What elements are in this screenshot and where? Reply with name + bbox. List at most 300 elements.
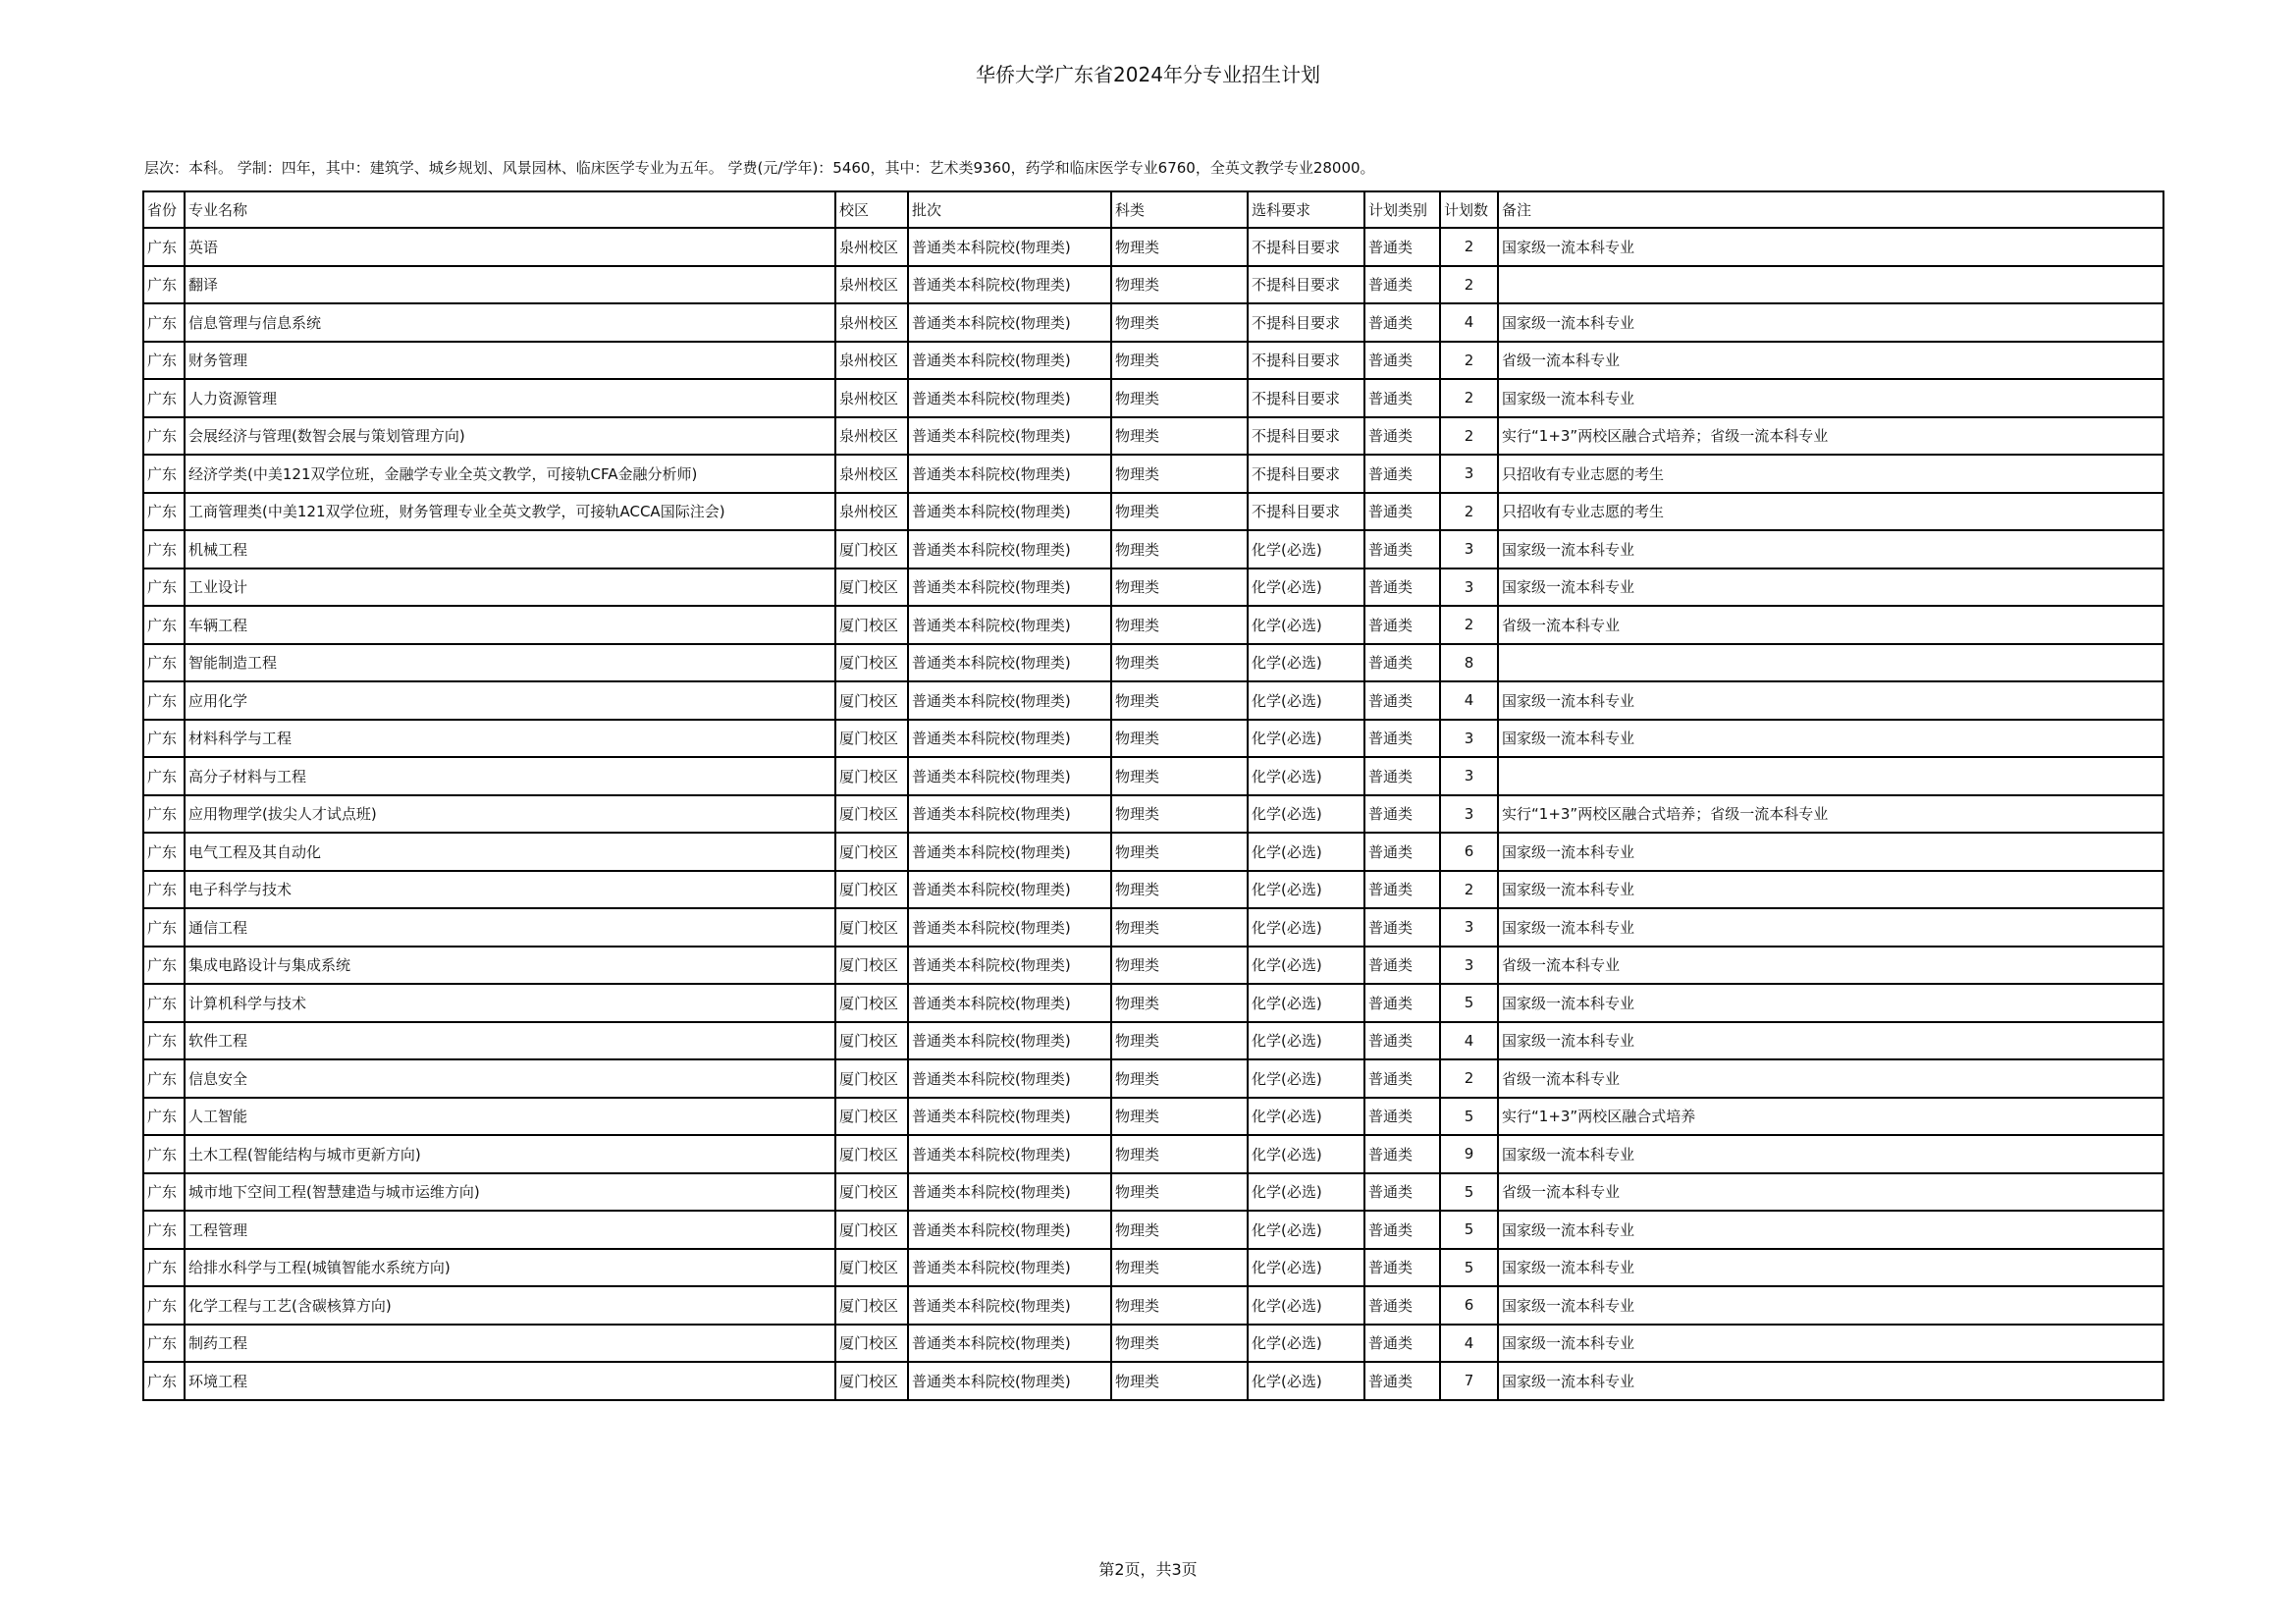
cell-campus: 厦门校区 xyxy=(835,1059,908,1098)
cell-subject-requirement: 化学(必选) xyxy=(1248,1325,1364,1363)
cell-category: 物理类 xyxy=(1111,1022,1248,1060)
cell-remarks: 国家级一流本科专业 xyxy=(1498,228,2163,266)
cell-remarks: 国家级一流本科专业 xyxy=(1498,871,2163,909)
cell-remarks: 国家级一流本科专业 xyxy=(1498,1249,2163,1287)
cell-major: 通信工程 xyxy=(185,908,835,947)
cell-plan-type: 普通类 xyxy=(1364,1286,1440,1325)
cell-subject-requirement: 化学(必选) xyxy=(1248,606,1364,644)
cell-campus: 泉州校区 xyxy=(835,228,908,266)
cell-batch: 普通类本科院校(物理类) xyxy=(908,493,1111,531)
cell-subject-requirement: 不提科目要求 xyxy=(1248,455,1364,493)
cell-remarks: 只招收有专业志愿的考生 xyxy=(1498,455,2163,493)
cell-batch: 普通类本科院校(物理类) xyxy=(908,908,1111,947)
table-row xyxy=(143,530,2163,568)
header-major: 专业名称 xyxy=(185,191,835,228)
cell-campus: 厦门校区 xyxy=(835,871,908,909)
table-row xyxy=(143,908,2163,947)
cell-major: 会展经济与管理(数智会展与策划管理方向) xyxy=(185,417,835,456)
table-row xyxy=(143,1098,2163,1136)
cell-plan-type: 普通类 xyxy=(1364,342,1440,380)
cell-plan-type: 普通类 xyxy=(1364,795,1440,834)
cell-remarks: 国家级一流本科专业 xyxy=(1498,1135,2163,1173)
cell-subject-requirement: 化学(必选) xyxy=(1248,1098,1364,1136)
cell-province: 广东 xyxy=(143,1135,185,1173)
cell-category: 物理类 xyxy=(1111,266,1248,304)
cell-remarks xyxy=(1498,644,2163,682)
cell-province: 广东 xyxy=(143,908,185,947)
cell-plan-count: 2 xyxy=(1440,342,1498,380)
cell-batch: 普通类本科院校(物理类) xyxy=(908,1211,1111,1249)
cell-subject-requirement: 化学(必选) xyxy=(1248,833,1364,871)
cell-major: 计算机科学与技术 xyxy=(185,984,835,1022)
table-row xyxy=(143,1325,2163,1363)
table-row xyxy=(143,228,2163,266)
cell-category: 物理类 xyxy=(1111,644,1248,682)
cell-batch: 普通类本科院校(物理类) xyxy=(908,530,1111,568)
cell-major: 智能制造工程 xyxy=(185,644,835,682)
cell-major: 化学工程与工艺(含碳核算方向) xyxy=(185,1286,835,1325)
cell-major: 给排水科学与工程(城镇智能水系统方向) xyxy=(185,1249,835,1287)
cell-campus: 厦门校区 xyxy=(835,1098,908,1136)
cell-subject-requirement: 化学(必选) xyxy=(1248,1211,1364,1249)
table-row xyxy=(143,1135,2163,1173)
cell-plan-count: 4 xyxy=(1440,303,1498,342)
cell-major: 工程管理 xyxy=(185,1211,835,1249)
cell-plan-count: 3 xyxy=(1440,455,1498,493)
cell-batch: 普通类本科院校(物理类) xyxy=(908,833,1111,871)
cell-major: 车辆工程 xyxy=(185,606,835,644)
cell-province: 广东 xyxy=(143,530,185,568)
cell-province: 广东 xyxy=(143,379,185,417)
table-row xyxy=(143,871,2163,909)
cell-campus: 厦门校区 xyxy=(835,568,908,607)
table-row xyxy=(143,417,2163,456)
page-title: 华侨大学广东省2024年分专业招生计划 xyxy=(976,63,1320,86)
cell-remarks: 国家级一流本科专业 xyxy=(1498,833,2163,871)
cell-batch: 普通类本科院校(物理类) xyxy=(908,1249,1111,1287)
cell-plan-count: 3 xyxy=(1440,530,1498,568)
cell-plan-count: 3 xyxy=(1440,947,1498,985)
cell-plan-type: 普通类 xyxy=(1364,417,1440,456)
cell-category: 物理类 xyxy=(1111,984,1248,1022)
cell-plan-count: 3 xyxy=(1440,720,1498,758)
cell-remarks: 省级一流本科专业 xyxy=(1498,1059,2163,1098)
cell-category: 物理类 xyxy=(1111,606,1248,644)
cell-plan-type: 普通类 xyxy=(1364,455,1440,493)
cell-major: 应用化学 xyxy=(185,681,835,720)
cell-campus: 厦门校区 xyxy=(835,1135,908,1173)
cell-batch: 普通类本科院校(物理类) xyxy=(908,871,1111,909)
cell-plan-count: 2 xyxy=(1440,266,1498,304)
cell-subject-requirement: 化学(必选) xyxy=(1248,984,1364,1022)
cell-batch: 普通类本科院校(物理类) xyxy=(908,342,1111,380)
table-row xyxy=(143,644,2163,682)
header-province: 省份 xyxy=(143,191,185,228)
cell-subject-requirement: 化学(必选) xyxy=(1248,757,1364,795)
cell-plan-count: 6 xyxy=(1440,1286,1498,1325)
cell-batch: 普通类本科院校(物理类) xyxy=(908,1286,1111,1325)
cell-plan-count: 8 xyxy=(1440,644,1498,682)
cell-campus: 厦门校区 xyxy=(835,1173,908,1212)
cell-batch: 普通类本科院校(物理类) xyxy=(908,984,1111,1022)
cell-plan-count: 3 xyxy=(1440,568,1498,607)
cell-category: 物理类 xyxy=(1111,833,1248,871)
cell-plan-type: 普通类 xyxy=(1364,681,1440,720)
cell-category: 物理类 xyxy=(1111,947,1248,985)
cell-province: 广东 xyxy=(143,1325,185,1363)
cell-major: 电气工程及其自动化 xyxy=(185,833,835,871)
cell-campus: 泉州校区 xyxy=(835,455,908,493)
program-info: 层次：本科。 学制：四年，其中：建筑学、城乡规划、风景园林、临床医学专业为五年。 学费(元/学年)：5460，其中：艺术类9360，药学和临床医学专业6760，全英文教学专业28000。 xyxy=(144,159,1375,177)
cell-campus: 厦门校区 xyxy=(835,795,908,834)
cell-major: 经济学类(中美121双学位班，金融学专业全英文教学，可接轨CFA金融分析师) xyxy=(185,455,835,493)
table-row xyxy=(143,757,2163,795)
table-row xyxy=(143,455,2163,493)
cell-category: 物理类 xyxy=(1111,1249,1248,1287)
cell-category: 物理类 xyxy=(1111,568,1248,607)
cell-major: 电子科学与技术 xyxy=(185,871,835,909)
cell-plan-count: 2 xyxy=(1440,493,1498,531)
cell-plan-count: 5 xyxy=(1440,1173,1498,1212)
cell-subject-requirement: 化学(必选) xyxy=(1248,1135,1364,1173)
cell-province: 广东 xyxy=(143,833,185,871)
cell-province: 广东 xyxy=(143,606,185,644)
cell-plan-count: 2 xyxy=(1440,228,1498,266)
cell-province: 广东 xyxy=(143,720,185,758)
table-row xyxy=(143,1362,2163,1400)
cell-plan-type: 普通类 xyxy=(1364,1059,1440,1098)
cell-major: 财务管理 xyxy=(185,342,835,380)
cell-batch: 普通类本科院校(物理类) xyxy=(908,606,1111,644)
cell-batch: 普通类本科院校(物理类) xyxy=(908,1059,1111,1098)
cell-batch: 普通类本科院校(物理类) xyxy=(908,266,1111,304)
table-row xyxy=(143,681,2163,720)
cell-plan-type: 普通类 xyxy=(1364,757,1440,795)
cell-province: 广东 xyxy=(143,1022,185,1060)
cell-remarks: 国家级一流本科专业 xyxy=(1498,1362,2163,1400)
cell-province: 广东 xyxy=(143,947,185,985)
cell-plan-type: 普通类 xyxy=(1364,568,1440,607)
cell-category: 物理类 xyxy=(1111,342,1248,380)
cell-province: 广东 xyxy=(143,1286,185,1325)
cell-remarks: 省级一流本科专业 xyxy=(1498,342,2163,380)
cell-province: 广东 xyxy=(143,984,185,1022)
table-row xyxy=(143,266,2163,304)
cell-major: 城市地下空间工程(智慧建造与城市运维方向) xyxy=(185,1173,835,1212)
cell-category: 物理类 xyxy=(1111,720,1248,758)
cell-batch: 普通类本科院校(物理类) xyxy=(908,228,1111,266)
cell-province: 广东 xyxy=(143,1211,185,1249)
cell-category: 物理类 xyxy=(1111,795,1248,834)
cell-campus: 泉州校区 xyxy=(835,342,908,380)
cell-batch: 普通类本科院校(物理类) xyxy=(908,1173,1111,1212)
cell-batch: 普通类本科院校(物理类) xyxy=(908,1325,1111,1363)
cell-subject-requirement: 化学(必选) xyxy=(1248,908,1364,947)
table-row xyxy=(143,1286,2163,1325)
cell-plan-type: 普通类 xyxy=(1364,228,1440,266)
cell-major: 工业设计 xyxy=(185,568,835,607)
cell-remarks: 国家级一流本科专业 xyxy=(1498,303,2163,342)
cell-remarks: 国家级一流本科专业 xyxy=(1498,1286,2163,1325)
cell-remarks: 国家级一流本科专业 xyxy=(1498,568,2163,607)
table-row xyxy=(143,1022,2163,1060)
cell-subject-requirement: 化学(必选) xyxy=(1248,568,1364,607)
header-subject-requirement: 选科要求 xyxy=(1248,191,1364,228)
cell-plan-count: 6 xyxy=(1440,833,1498,871)
cell-subject-requirement: 化学(必选) xyxy=(1248,1059,1364,1098)
cell-category: 物理类 xyxy=(1111,455,1248,493)
cell-remarks: 国家级一流本科专业 xyxy=(1498,379,2163,417)
cell-category: 物理类 xyxy=(1111,303,1248,342)
cell-plan-count: 3 xyxy=(1440,795,1498,834)
cell-campus: 厦门校区 xyxy=(835,1325,908,1363)
cell-category: 物理类 xyxy=(1111,681,1248,720)
cell-subject-requirement: 化学(必选) xyxy=(1248,1173,1364,1212)
cell-batch: 普通类本科院校(物理类) xyxy=(908,720,1111,758)
cell-province: 广东 xyxy=(143,303,185,342)
cell-plan-type: 普通类 xyxy=(1364,644,1440,682)
cell-major: 人工智能 xyxy=(185,1098,835,1136)
cell-batch: 普通类本科院校(物理类) xyxy=(908,757,1111,795)
cell-batch: 普通类本科院校(物理类) xyxy=(908,568,1111,607)
cell-batch: 普通类本科院校(物理类) xyxy=(908,379,1111,417)
cell-batch: 普通类本科院校(物理类) xyxy=(908,455,1111,493)
cell-plan-type: 普通类 xyxy=(1364,984,1440,1022)
header-category: 科类 xyxy=(1111,191,1248,228)
cell-plan-count: 7 xyxy=(1440,1362,1498,1400)
cell-campus: 泉州校区 xyxy=(835,266,908,304)
cell-plan-type: 普通类 xyxy=(1364,1022,1440,1060)
cell-plan-type: 普通类 xyxy=(1364,1249,1440,1287)
cell-category: 物理类 xyxy=(1111,530,1248,568)
cell-major: 材料科学与工程 xyxy=(185,720,835,758)
header-plan-type: 计划类别 xyxy=(1364,191,1440,228)
cell-category: 物理类 xyxy=(1111,871,1248,909)
cell-category: 物理类 xyxy=(1111,908,1248,947)
cell-plan-type: 普通类 xyxy=(1364,720,1440,758)
cell-plan-type: 普通类 xyxy=(1364,1211,1440,1249)
cell-campus: 厦门校区 xyxy=(835,947,908,985)
cell-remarks: 省级一流本科专业 xyxy=(1498,947,2163,985)
cell-major: 软件工程 xyxy=(185,1022,835,1060)
cell-category: 物理类 xyxy=(1111,1286,1248,1325)
cell-remarks: 国家级一流本科专业 xyxy=(1498,1211,2163,1249)
cell-campus: 厦门校区 xyxy=(835,757,908,795)
cell-plan-type: 普通类 xyxy=(1364,266,1440,304)
table-row xyxy=(143,1211,2163,1249)
cell-subject-requirement: 不提科目要求 xyxy=(1248,342,1364,380)
cell-province: 广东 xyxy=(143,568,185,607)
cell-category: 物理类 xyxy=(1111,1173,1248,1212)
cell-major: 信息管理与信息系统 xyxy=(185,303,835,342)
table-row xyxy=(143,568,2163,607)
cell-campus: 厦门校区 xyxy=(835,833,908,871)
table-row xyxy=(143,795,2163,834)
cell-major: 应用物理学(拔尖人才试点班) xyxy=(185,795,835,834)
cell-remarks: 国家级一流本科专业 xyxy=(1498,1022,2163,1060)
table-row xyxy=(143,303,2163,342)
cell-plan-count: 2 xyxy=(1440,871,1498,909)
cell-plan-type: 普通类 xyxy=(1364,947,1440,985)
table-row xyxy=(143,1173,2163,1212)
cell-plan-count: 4 xyxy=(1440,1325,1498,1363)
cell-subject-requirement: 化学(必选) xyxy=(1248,1362,1364,1400)
table-row xyxy=(143,720,2163,758)
cell-campus: 厦门校区 xyxy=(835,1249,908,1287)
cell-campus: 泉州校区 xyxy=(835,417,908,456)
header-remarks: 备注 xyxy=(1498,191,2163,228)
cell-plan-count: 3 xyxy=(1440,908,1498,947)
cell-campus: 厦门校区 xyxy=(835,984,908,1022)
cell-major: 机械工程 xyxy=(185,530,835,568)
cell-category: 物理类 xyxy=(1111,228,1248,266)
cell-subject-requirement: 不提科目要求 xyxy=(1248,228,1364,266)
table-row xyxy=(143,342,2163,380)
table-row xyxy=(143,606,2163,644)
cell-plan-type: 普通类 xyxy=(1364,908,1440,947)
cell-category: 物理类 xyxy=(1111,493,1248,531)
cell-subject-requirement: 不提科目要求 xyxy=(1248,493,1364,531)
cell-remarks: 只招收有专业志愿的考生 xyxy=(1498,493,2163,531)
cell-plan-type: 普通类 xyxy=(1364,379,1440,417)
cell-province: 广东 xyxy=(143,871,185,909)
cell-remarks: 国家级一流本科专业 xyxy=(1498,1325,2163,1363)
table-row xyxy=(143,984,2163,1022)
cell-batch: 普通类本科院校(物理类) xyxy=(908,303,1111,342)
cell-remarks: 国家级一流本科专业 xyxy=(1498,984,2163,1022)
cell-category: 物理类 xyxy=(1111,1325,1248,1363)
cell-remarks: 省级一流本科专业 xyxy=(1498,606,2163,644)
cell-batch: 普通类本科院校(物理类) xyxy=(908,947,1111,985)
cell-plan-count: 9 xyxy=(1440,1135,1498,1173)
cell-subject-requirement: 化学(必选) xyxy=(1248,795,1364,834)
cell-remarks: 国家级一流本科专业 xyxy=(1498,908,2163,947)
cell-category: 物理类 xyxy=(1111,1135,1248,1173)
cell-remarks: 国家级一流本科专业 xyxy=(1498,720,2163,758)
cell-province: 广东 xyxy=(143,228,185,266)
cell-province: 广东 xyxy=(143,1059,185,1098)
cell-batch: 普通类本科院校(物理类) xyxy=(908,1362,1111,1400)
cell-plan-count: 5 xyxy=(1440,1249,1498,1287)
cell-batch: 普通类本科院校(物理类) xyxy=(908,417,1111,456)
cell-subject-requirement: 化学(必选) xyxy=(1248,644,1364,682)
table-row xyxy=(143,1249,2163,1287)
cell-campus: 厦门校区 xyxy=(835,1362,908,1400)
cell-major: 英语 xyxy=(185,228,835,266)
cell-campus: 厦门校区 xyxy=(835,1286,908,1325)
cell-plan-count: 4 xyxy=(1440,681,1498,720)
cell-plan-count: 4 xyxy=(1440,1022,1498,1060)
cell-province: 广东 xyxy=(143,681,185,720)
cell-category: 物理类 xyxy=(1111,1211,1248,1249)
cell-major: 高分子材料与工程 xyxy=(185,757,835,795)
cell-remarks: 省级一流本科专业 xyxy=(1498,1173,2163,1212)
cell-plan-type: 普通类 xyxy=(1364,530,1440,568)
cell-subject-requirement: 不提科目要求 xyxy=(1248,303,1364,342)
cell-campus: 厦门校区 xyxy=(835,1211,908,1249)
header-plan-count: 计划数 xyxy=(1440,191,1498,228)
cell-remarks: 国家级一流本科专业 xyxy=(1498,681,2163,720)
cell-major: 信息安全 xyxy=(185,1059,835,1098)
cell-subject-requirement: 化学(必选) xyxy=(1248,871,1364,909)
cell-batch: 普通类本科院校(物理类) xyxy=(908,1135,1111,1173)
enrollment-plan-table xyxy=(142,190,2164,1401)
cell-major: 集成电路设计与集成系统 xyxy=(185,947,835,985)
cell-province: 广东 xyxy=(143,795,185,834)
cell-subject-requirement: 化学(必选) xyxy=(1248,947,1364,985)
cell-plan-count: 2 xyxy=(1440,606,1498,644)
cell-plan-type: 普通类 xyxy=(1364,1325,1440,1363)
cell-plan-type: 普通类 xyxy=(1364,493,1440,531)
cell-plan-count: 2 xyxy=(1440,417,1498,456)
cell-campus: 厦门校区 xyxy=(835,1022,908,1060)
cell-province: 广东 xyxy=(143,342,185,380)
cell-plan-type: 普通类 xyxy=(1364,303,1440,342)
cell-campus: 泉州校区 xyxy=(835,493,908,531)
cell-remarks: 实行“1+3”两校区融合式培养；省级一流本科专业 xyxy=(1498,417,2163,456)
cell-plan-type: 普通类 xyxy=(1364,606,1440,644)
header-campus: 校区 xyxy=(835,191,908,228)
cell-major: 翻译 xyxy=(185,266,835,304)
cell-plan-count: 3 xyxy=(1440,757,1498,795)
cell-plan-count: 5 xyxy=(1440,1211,1498,1249)
table-header-row xyxy=(143,191,2163,228)
page-number: 第2页，共3页 xyxy=(1098,1560,1198,1579)
cell-subject-requirement: 不提科目要求 xyxy=(1248,417,1364,456)
cell-major: 制药工程 xyxy=(185,1325,835,1363)
cell-campus: 泉州校区 xyxy=(835,379,908,417)
cell-plan-count: 2 xyxy=(1440,1059,1498,1098)
cell-remarks: 国家级一流本科专业 xyxy=(1498,530,2163,568)
cell-province: 广东 xyxy=(143,417,185,456)
cell-category: 物理类 xyxy=(1111,1098,1248,1136)
cell-campus: 厦门校区 xyxy=(835,644,908,682)
cell-campus: 厦门校区 xyxy=(835,908,908,947)
cell-campus: 厦门校区 xyxy=(835,681,908,720)
cell-province: 广东 xyxy=(143,1098,185,1136)
cell-province: 广东 xyxy=(143,493,185,531)
cell-major: 土木工程(智能结构与城市更新方向) xyxy=(185,1135,835,1173)
cell-plan-type: 普通类 xyxy=(1364,1098,1440,1136)
cell-province: 广东 xyxy=(143,1249,185,1287)
cell-category: 物理类 xyxy=(1111,1362,1248,1400)
cell-plan-type: 普通类 xyxy=(1364,1362,1440,1400)
cell-subject-requirement: 化学(必选) xyxy=(1248,530,1364,568)
cell-subject-requirement: 化学(必选) xyxy=(1248,1286,1364,1325)
cell-major: 环境工程 xyxy=(185,1362,835,1400)
cell-plan-count: 5 xyxy=(1440,984,1498,1022)
cell-subject-requirement: 化学(必选) xyxy=(1248,1249,1364,1287)
cell-province: 广东 xyxy=(143,455,185,493)
cell-campus: 厦门校区 xyxy=(835,530,908,568)
cell-remarks: 实行“1+3”两校区融合式培养 xyxy=(1498,1098,2163,1136)
cell-remarks: 实行“1+3”两校区融合式培养；省级一流本科专业 xyxy=(1498,795,2163,834)
cell-category: 物理类 xyxy=(1111,1059,1248,1098)
cell-campus: 泉州校区 xyxy=(835,303,908,342)
cell-plan-count: 5 xyxy=(1440,1098,1498,1136)
cell-category: 物理类 xyxy=(1111,757,1248,795)
table-row xyxy=(143,379,2163,417)
cell-category: 物理类 xyxy=(1111,379,1248,417)
cell-province: 广东 xyxy=(143,757,185,795)
cell-remarks xyxy=(1498,757,2163,795)
cell-batch: 普通类本科院校(物理类) xyxy=(908,1098,1111,1136)
cell-plan-type: 普通类 xyxy=(1364,871,1440,909)
cell-plan-type: 普通类 xyxy=(1364,1173,1440,1212)
cell-subject-requirement: 不提科目要求 xyxy=(1248,266,1364,304)
cell-subject-requirement: 化学(必选) xyxy=(1248,681,1364,720)
cell-subject-requirement: 化学(必选) xyxy=(1248,1022,1364,1060)
